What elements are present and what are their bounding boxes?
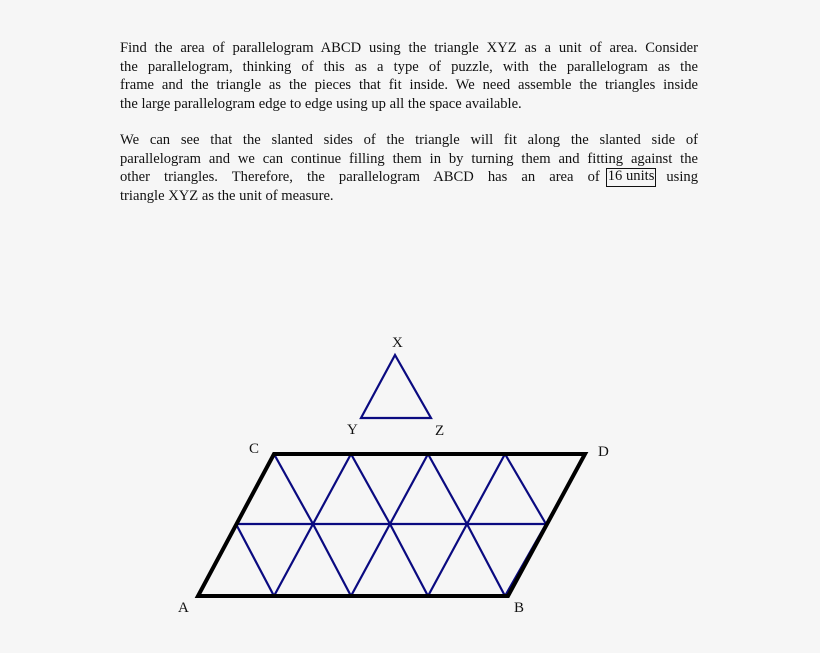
label-x: X <box>392 335 403 351</box>
tiling-edge <box>274 524 313 596</box>
label-b: B <box>514 600 525 616</box>
text-line: the parallelogram, thinking of this as a type of puzzle, with the parallelogram as the <box>120 58 698 75</box>
text-line: the large parallelogram edge to edge using up all the space available. <box>120 95 522 112</box>
tiling-edge <box>505 454 546 524</box>
tiling-edge <box>390 524 428 596</box>
label-y: Y <box>347 422 358 438</box>
triangle-tiling <box>236 454 585 596</box>
text-line: We can see that the slanted sides of the triangle will fit along the slanted side of <box>120 132 698 148</box>
text-line: Find the area of parallelogram ABCD using the triangle XYZ as a unit of area. Consider <box>120 40 698 56</box>
tiling-edge <box>313 524 351 596</box>
label-a: A <box>178 600 189 616</box>
tiling-edge <box>236 524 274 596</box>
tiling-edge <box>313 454 351 524</box>
tiling-edge <box>274 454 313 524</box>
tiling-edge <box>351 524 390 596</box>
tiling-edge <box>390 454 428 524</box>
text-line: triangle XYZ as the unit of measure. <box>120 187 334 204</box>
label-d: D <box>598 444 609 460</box>
tiling-edge <box>351 454 390 524</box>
unit-triangle-xyz <box>347 335 444 439</box>
tiling-edge <box>428 524 467 596</box>
text-line: parallelogram and we can continue filling them in by turning them and fitting against the <box>120 150 698 167</box>
tiling-edge <box>428 454 467 524</box>
answer-trail-text: using <box>666 169 698 185</box>
tiling-edge <box>467 454 505 524</box>
text-line: frame and the triangle as the pieces that fit inside. We need assemble the triangles inside <box>120 77 698 93</box>
tiling-edge <box>467 524 505 596</box>
label-c: C <box>249 441 260 457</box>
triangle-xyz <box>361 355 431 418</box>
answer-box: 16 units <box>606 168 657 187</box>
answer-lead-text: other triangles. Therefore, the parallelogram ABCD has an area of <box>120 169 600 185</box>
label-z: Z <box>435 423 445 439</box>
